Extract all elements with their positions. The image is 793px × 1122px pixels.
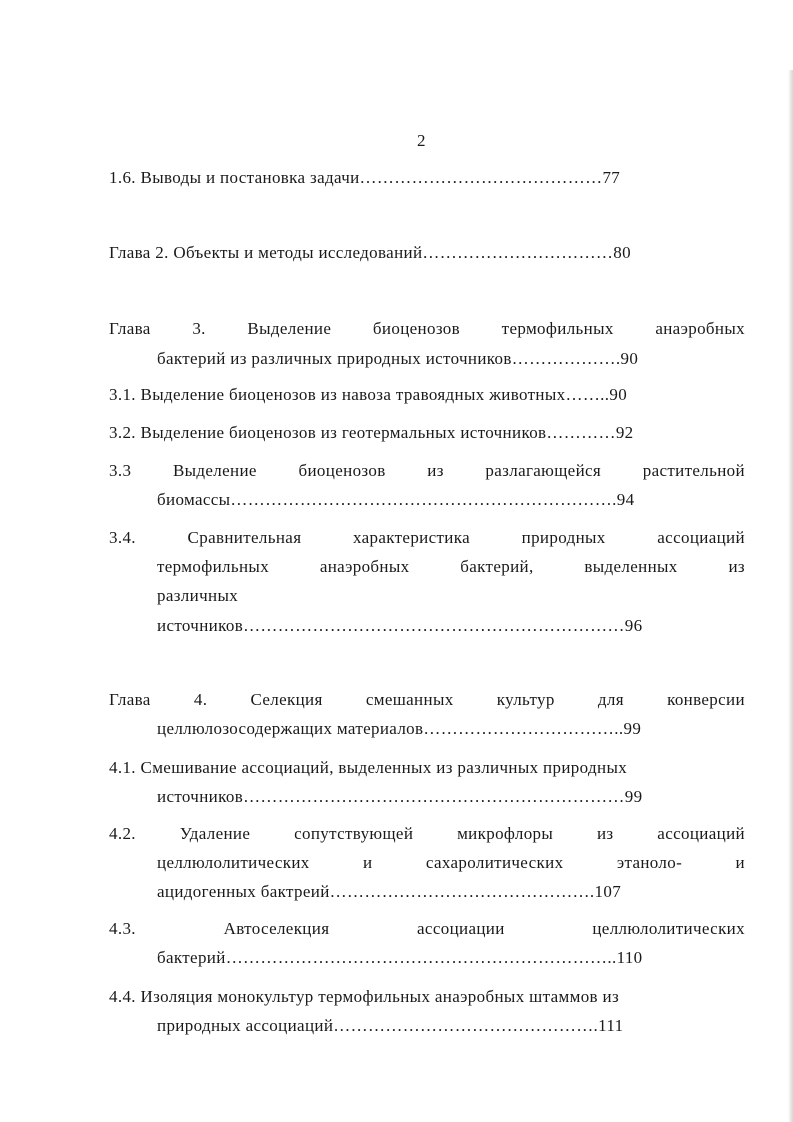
- word: ассоциаций: [657, 824, 745, 843]
- word: целлюлолитических: [592, 919, 745, 938]
- toc-entry-4-4-line2: природных ассоциаций……………………………………….111: [157, 1016, 624, 1035]
- word: анаэробных: [655, 319, 745, 338]
- word: из: [596, 824, 614, 843]
- word: термофильных: [501, 319, 614, 338]
- word: целлюлолитических: [157, 853, 310, 872]
- scan-edge-shadow: [788, 70, 793, 1122]
- toc-entry-chapter-3-line2: бактерий из различных природных источников……………….90: [157, 349, 639, 368]
- toc-entry-4-3-line2: бактерий…………………………………………………………..110: [157, 948, 643, 967]
- word: 4.2.: [109, 824, 136, 843]
- word: разлагающейся: [485, 461, 602, 480]
- toc-entry-4-1-line1: 4.1. Смешивание ассоциаций, выделенных из различных природных: [109, 758, 628, 777]
- word: биоценозов: [298, 461, 386, 480]
- word: из: [427, 461, 444, 480]
- toc-entry-chapter-4-line2: целлюлозосодержащих материалов……………………………..99: [157, 719, 642, 738]
- toc-entry-4-3-line1: [109, 919, 745, 939]
- word: анаэробных: [319, 557, 410, 576]
- toc-entry-1-6: 1.6. Выводы и постановка задачи……………………………………77: [109, 168, 621, 187]
- word: сахаролитических: [425, 853, 564, 872]
- toc-entry-chapter-2: Глава 2. Объекты и методы исследований……………………………80: [109, 243, 631, 262]
- page-number: 2: [417, 131, 426, 150]
- toc-entry-3-4-line3: различных: [157, 586, 239, 605]
- word: биоценозов: [372, 319, 461, 338]
- toc-entry-3-4-line1: [109, 528, 745, 548]
- word: 3.4.: [109, 528, 136, 547]
- toc-entry-4-2-line1: [109, 824, 745, 844]
- word: для: [597, 690, 624, 709]
- word: бактерий,: [460, 557, 534, 576]
- word: выделенных: [584, 557, 678, 576]
- toc-entry-4-2-line3: ацидогенных бактреий……………………………………….107: [157, 882, 622, 901]
- toc-entry-3-2: 3.2. Выделение биоценозов из геотермальных источников…………92: [109, 423, 634, 442]
- word: этаноло-: [616, 853, 683, 872]
- word: Выделение: [172, 461, 257, 480]
- word: и: [363, 853, 373, 872]
- word: термофильных: [157, 557, 270, 576]
- word: микрофлоры: [457, 824, 554, 843]
- toc-entry-3-1: 3.1. Выделение биоценозов из навоза травоядных животных……..90: [109, 385, 628, 404]
- toc-entry-4-4-line1: 4.4. Изоляция монокультур термофильных анаэробных штаммов из: [109, 987, 620, 1006]
- toc-entry-3-3-line2: биомассы………………………………………………………….94: [157, 490, 635, 509]
- word: ассоциации: [417, 919, 505, 938]
- word: 3.3: [109, 461, 132, 480]
- word: 3.: [192, 319, 206, 338]
- word: характеристика: [353, 528, 470, 547]
- word: сопутствующей: [294, 824, 414, 843]
- toc-entry-3-3-line1: [109, 461, 745, 481]
- word: культур: [496, 690, 555, 709]
- word: 4.: [193, 690, 208, 709]
- word: смешанных: [365, 690, 454, 709]
- word: Глава: [109, 690, 151, 709]
- word: Селекция: [250, 690, 323, 709]
- word: природных: [521, 528, 606, 547]
- word: Сравнительная: [187, 528, 302, 547]
- toc-entry-4-2-line2: [157, 853, 745, 873]
- word: из: [728, 557, 745, 576]
- toc-entry-3-4-line4: источников…………………………………………………………96: [157, 616, 643, 635]
- word: и: [735, 853, 745, 872]
- toc-entry-chapter-4-line1: [109, 690, 745, 710]
- word: растительной: [642, 461, 745, 480]
- word: Глава: [109, 319, 151, 338]
- word: Выделение: [247, 319, 332, 338]
- word: ассоциаций: [657, 528, 745, 547]
- word: Автоселекция: [223, 919, 330, 938]
- toc-entry-chapter-3-line1: [109, 319, 745, 339]
- toc-entry-3-4-line2: [157, 557, 745, 577]
- word: 4.3.: [109, 919, 136, 938]
- word: Удаление: [179, 824, 251, 843]
- word: конверсии: [667, 690, 745, 709]
- toc-entry-4-1-line2: источников…………………………………………………………99: [157, 787, 643, 806]
